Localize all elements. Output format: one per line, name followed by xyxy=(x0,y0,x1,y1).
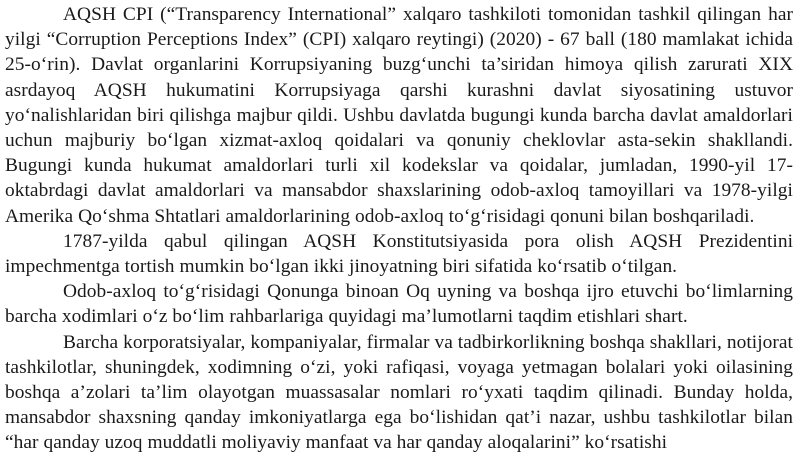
paragraph-ethics-law: Odob-axloq to‘g‘risidagi Qonunga binoan Oq uyning va boshqa ijro etuvchi bo‘limlarning barcha xodimlari o‘z bo‘lim rahbarlariga quyidagi ma’lumotlarni taqdim etishlari shart. xyxy=(5,281,793,328)
paragraph-disclosure-list: Barcha korporatsiyalar, kompaniyalar, firmalar va tadbirkorlikning boshqa shakllari, notijorat tashkilotlar, shuningdek, xodimning o‘zi, yoki rafiqasi, voyaga yetmagan bolalari yoki oilasining boshqa a’zolari ta’lim olayotgan muassasalar nomlari ro‘yxati taqdim qilinadi. Bunday holda, mansabdor shaxsning qanday imkoniyatlarga ega bo‘lishidan qat’i nazar, ushbu tashkilotlar bilan “har qanday uzoq muddatli moliyaviy manfaat va har qanday aloqalarini” ko‘rsatishi xyxy=(5,331,793,454)
paragraph-constitution: 1787-yilda qabul qilingan AQSH Konstitutsiyasida pora olish AQSH Prezidentini impechmentga tortish mumkin bo‘lgan ikki jinoyatning biri sifatida ko‘rsatib o‘tilgan. xyxy=(5,230,793,278)
document-page xyxy=(5,2,793,456)
paragraph-cpi-rating: AQSH CPI (“Transparency International” xalqaro tashkiloti tomonidan tashkil qilingan har yilgi “Corruption Perceptions Index” (CPI) xalqaro reytingi) (2020) - 67 ball (180 mamlakat ichida 25-o‘rin). Davlat organlarini Korrupsiyaning buzg‘unchi ta’siridan himoya qilish zarurati XIX asrdayoq AQSH hukumatini Korrupsiyaga qarshi kurashni davlat siyosatining ustuvor yo‘nalishlaridan biri qilishga majbur qildi. Ushbu davlatda bugungi kunda barcha davlat amaldorlari uchun majburiy bo‘lgan xizmat-axloq qoidalari va qonuniy cheklovlar asta-sekin shakllandi. Bugungi kunda hukumat amaldorlari turli xil kodekslar va qoidalar, jumladan, 1990-yil 17-oktabrdagi davlat amaldorlari va mansabdor shaxslarining odob-axloq tamoyillari va 1978-yilgi Amerika Qo‘shma Shtatlari amaldorlarining odob-axloq to‘g‘risidagi qonuni bilan boshqariladi. xyxy=(5,4,793,227)
